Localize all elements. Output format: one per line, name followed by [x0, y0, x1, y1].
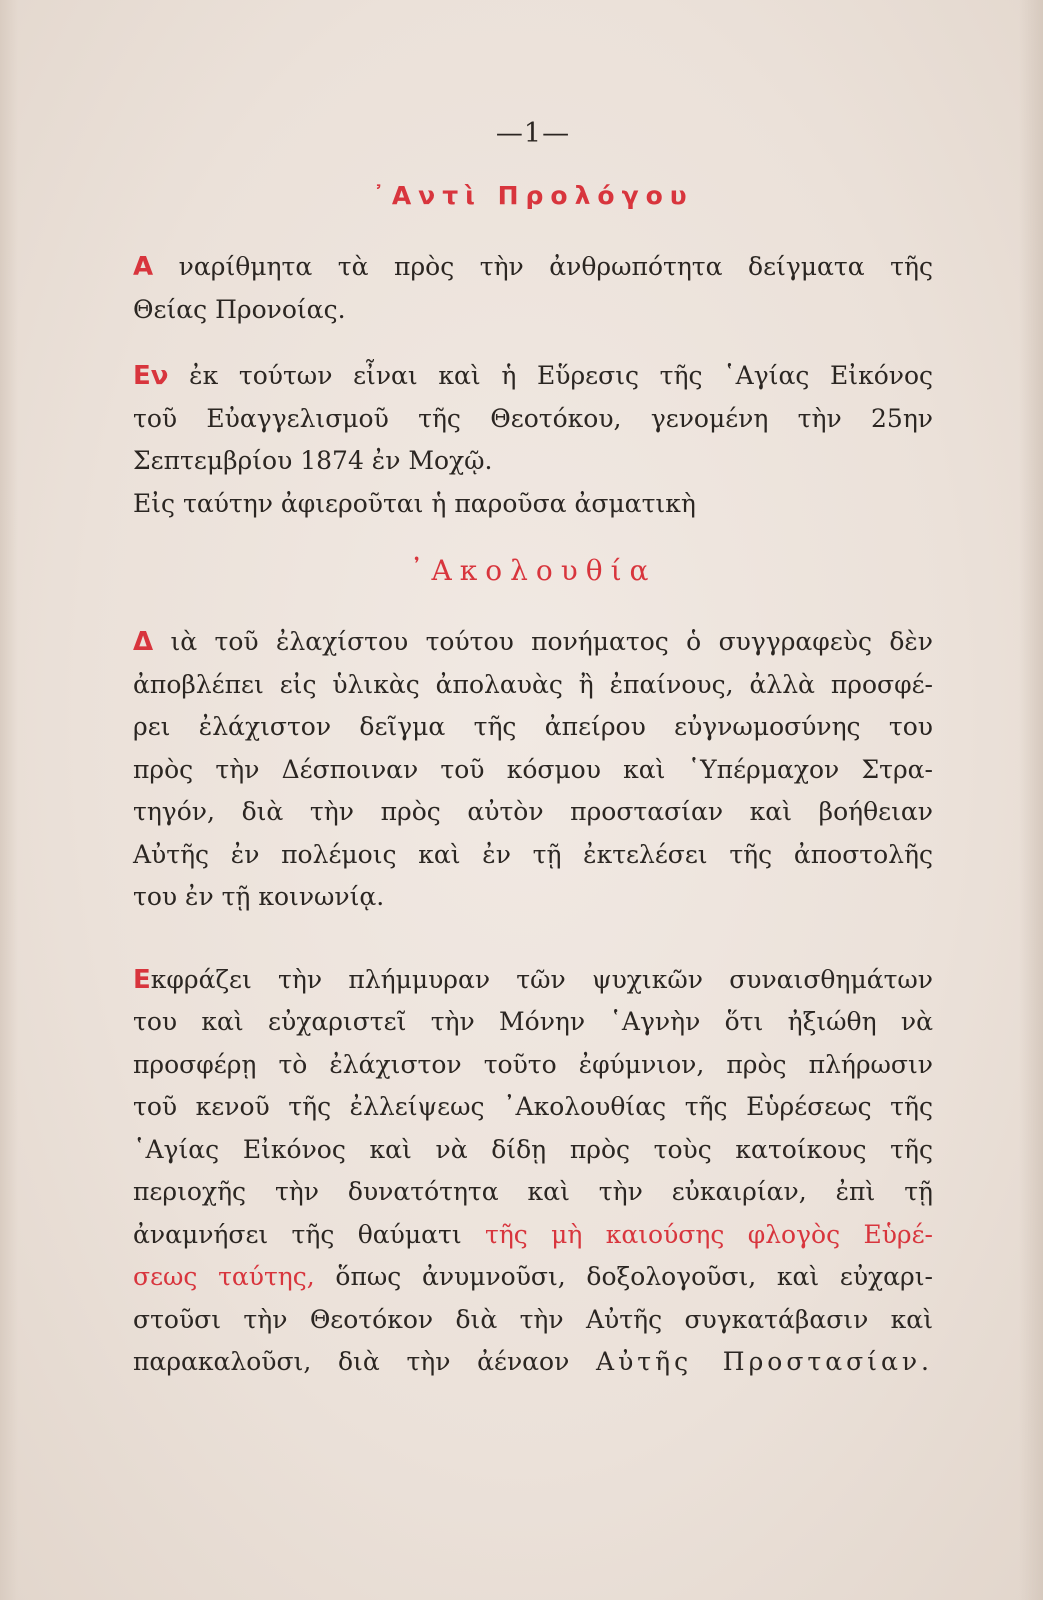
text-line: ῾Αγίας Εἰκόνος καὶ νὰ δίδῃ πρὸς τοὺς κατοίκους τῆς	[133, 1134, 933, 1164]
line-text: ἐκ τούτων εἶναι καὶ ἡ Εὕρεσις τῆς ῾Αγίας Εἰκόνος	[189, 361, 934, 390]
heading-akolouthia: ᾿Ακολουθία	[409, 554, 657, 587]
paragraph-3	[133, 483, 933, 526]
red-initial: Εν	[133, 361, 169, 391]
text-line: Αὐτῆς ἐν πολέμοις καὶ ἐν τῇ ἐκτελέσει τῆς ἀποστολῆς	[133, 839, 933, 869]
text-line	[133, 1214, 933, 1257]
red-highlight-text: σεως ταύτης,	[133, 1262, 315, 1291]
page-content	[133, 112, 933, 1408]
text-line	[133, 1341, 933, 1384]
text-line: Εἰς ταύτην ἀφιεροῦται ἡ παροῦσα ἀσματικὴ	[133, 488, 696, 518]
text-line: ρει ἐλάχιστον δεῖγμα τῆς ἀπείρου εὐγνωμοσύνης του	[133, 712, 933, 741]
red-initial: Δ	[133, 627, 154, 657]
line-text: κφράζει τὴν πλήμμυραν τῶν ψυχικῶν συναισθημάτων	[150, 964, 933, 994]
text-line	[133, 355, 933, 398]
red-highlight-text: τῆς μὴ καιούσης φλογὸς Εὑρέ-	[484, 1219, 933, 1249]
text-line: πρὸς τὴν Δέσποιναν τοῦ κόσμου καὶ ῾Υπέρμαχον Στρα-	[133, 754, 933, 784]
spaced-text: Αὐτῆς Προστασίαν.	[596, 1347, 933, 1376]
red-initial: Ε	[133, 964, 151, 995]
text-line: στοῦσι τὴν Θεοτόκον διὰ τὴν Αὐτῆς συγκατάβασιν καὶ	[133, 1304, 933, 1334]
text-line: ἀποβλέπει εἰς ὑλικὰς ἀπολαυὰς ἢ ἐπαίνους, ἀλλὰ προσφέ-	[133, 669, 933, 699]
text-line: του καὶ εὐχαριστεῖ τὴν Μόνην ῾Αγνὴν ὅτι ἠξιώθη νὰ	[133, 1007, 933, 1036]
line-text: ναρίθμητα τὰ πρὸς τὴν ἀνθρωπότητα δείγματα τῆς	[178, 252, 933, 281]
page-shadow-right	[1019, 0, 1043, 1600]
text-line: του ἐν τῇ κοινωνίᾳ.	[133, 882, 385, 911]
text-line: τοῦ κενοῦ τῆς ἐλλείψεως ᾿Ακολουθίας τῆς Εὑρέσεως τῆς	[133, 1092, 933, 1121]
line-text: παρακαλοῦσι, διὰ τὴν ἀέναον	[133, 1347, 570, 1376]
line-text: ἀναμνήσει τῆς θαύματι	[133, 1219, 462, 1249]
text-line: τηγόν, διὰ τὴν πρὸς αὐτὸν προστασίαν καὶ βοήθειαν	[133, 797, 933, 826]
line-text: ιὰ τοῦ ἐλαχίστου τούτου πονήματος ὁ συγγραφεὺς δὲν	[170, 627, 933, 656]
paragraph-1	[133, 246, 933, 331]
page-number: —1—	[495, 118, 571, 149]
text-line: Σεπτεμβρίου 1874 ἐν Μοχῷ.	[133, 446, 493, 475]
paragraph-2	[133, 355, 933, 483]
text-line: προσφέρῃ τὸ ἐλάχιστον τοῦτο ἐφύμνιον, πρὸς πλήρωσιν	[133, 1049, 933, 1079]
heading-preface: ᾿Αντὶ Προλόγου	[372, 181, 694, 210]
text-line: τοῦ Εὐαγγελισμοῦ τῆς Θεοτόκου, γενομένη τὴν 25ην	[133, 403, 933, 433]
text-line	[133, 621, 933, 664]
page-shadow-left	[0, 0, 18, 1600]
line-text: ὅπως ἀνυμνοῦσι, δοξολογοῦσι, καὶ εὐχαρι-	[335, 1262, 933, 1291]
red-initial: Α	[133, 252, 154, 282]
text-line: Θείας Προνοίας.	[133, 294, 346, 324]
paragraph-5	[133, 959, 933, 1384]
text-line	[133, 1256, 933, 1299]
text-line	[133, 959, 933, 1002]
text-line: περιοχῆς τὴν δυνατότητα καὶ τὴν εὐκαιρίαν, ἐπὶ τῇ	[133, 1177, 933, 1206]
text-line	[133, 246, 933, 289]
paragraph-4	[133, 621, 933, 919]
